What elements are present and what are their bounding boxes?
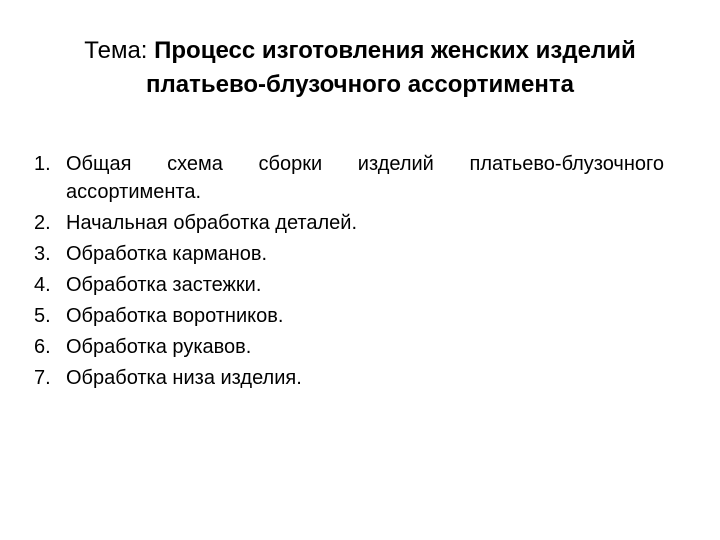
list-item-text: Обработка низа изделия. xyxy=(66,367,302,389)
list-item xyxy=(34,150,664,206)
list-item-number: 2. xyxy=(34,212,51,234)
list-item-number: 4. xyxy=(34,274,51,296)
title-topic: Процесс изготовления женских изделий платьево-блузочного ассортимента xyxy=(146,37,636,98)
list-item-number: 1. xyxy=(34,153,51,175)
list-item-text: Начальная обработка деталей. xyxy=(66,212,358,234)
list-item-text: Обработка воротников. xyxy=(66,305,284,327)
list-item-text: Обработка рукавов. xyxy=(66,336,252,358)
list-item xyxy=(34,271,664,299)
list-item-text: Общая схема сборки изделий платьево-блузочного ассортимента. xyxy=(66,153,664,203)
list-item-number: 7. xyxy=(34,367,51,389)
slide-title xyxy=(60,34,660,102)
list-item xyxy=(34,209,664,237)
list-item-text: Обработка застежки. xyxy=(66,274,262,296)
list-item-number: 5. xyxy=(34,305,51,327)
list-item xyxy=(34,333,664,361)
list-item xyxy=(34,302,664,330)
title-prefix: Тема: xyxy=(84,37,155,64)
list-item xyxy=(34,240,664,268)
topic-list xyxy=(34,150,664,395)
list-item-number: 6. xyxy=(34,336,51,358)
list-item-text: Обработка карманов. xyxy=(66,243,268,265)
list-item-number: 3. xyxy=(34,243,51,265)
list-item xyxy=(34,364,664,392)
